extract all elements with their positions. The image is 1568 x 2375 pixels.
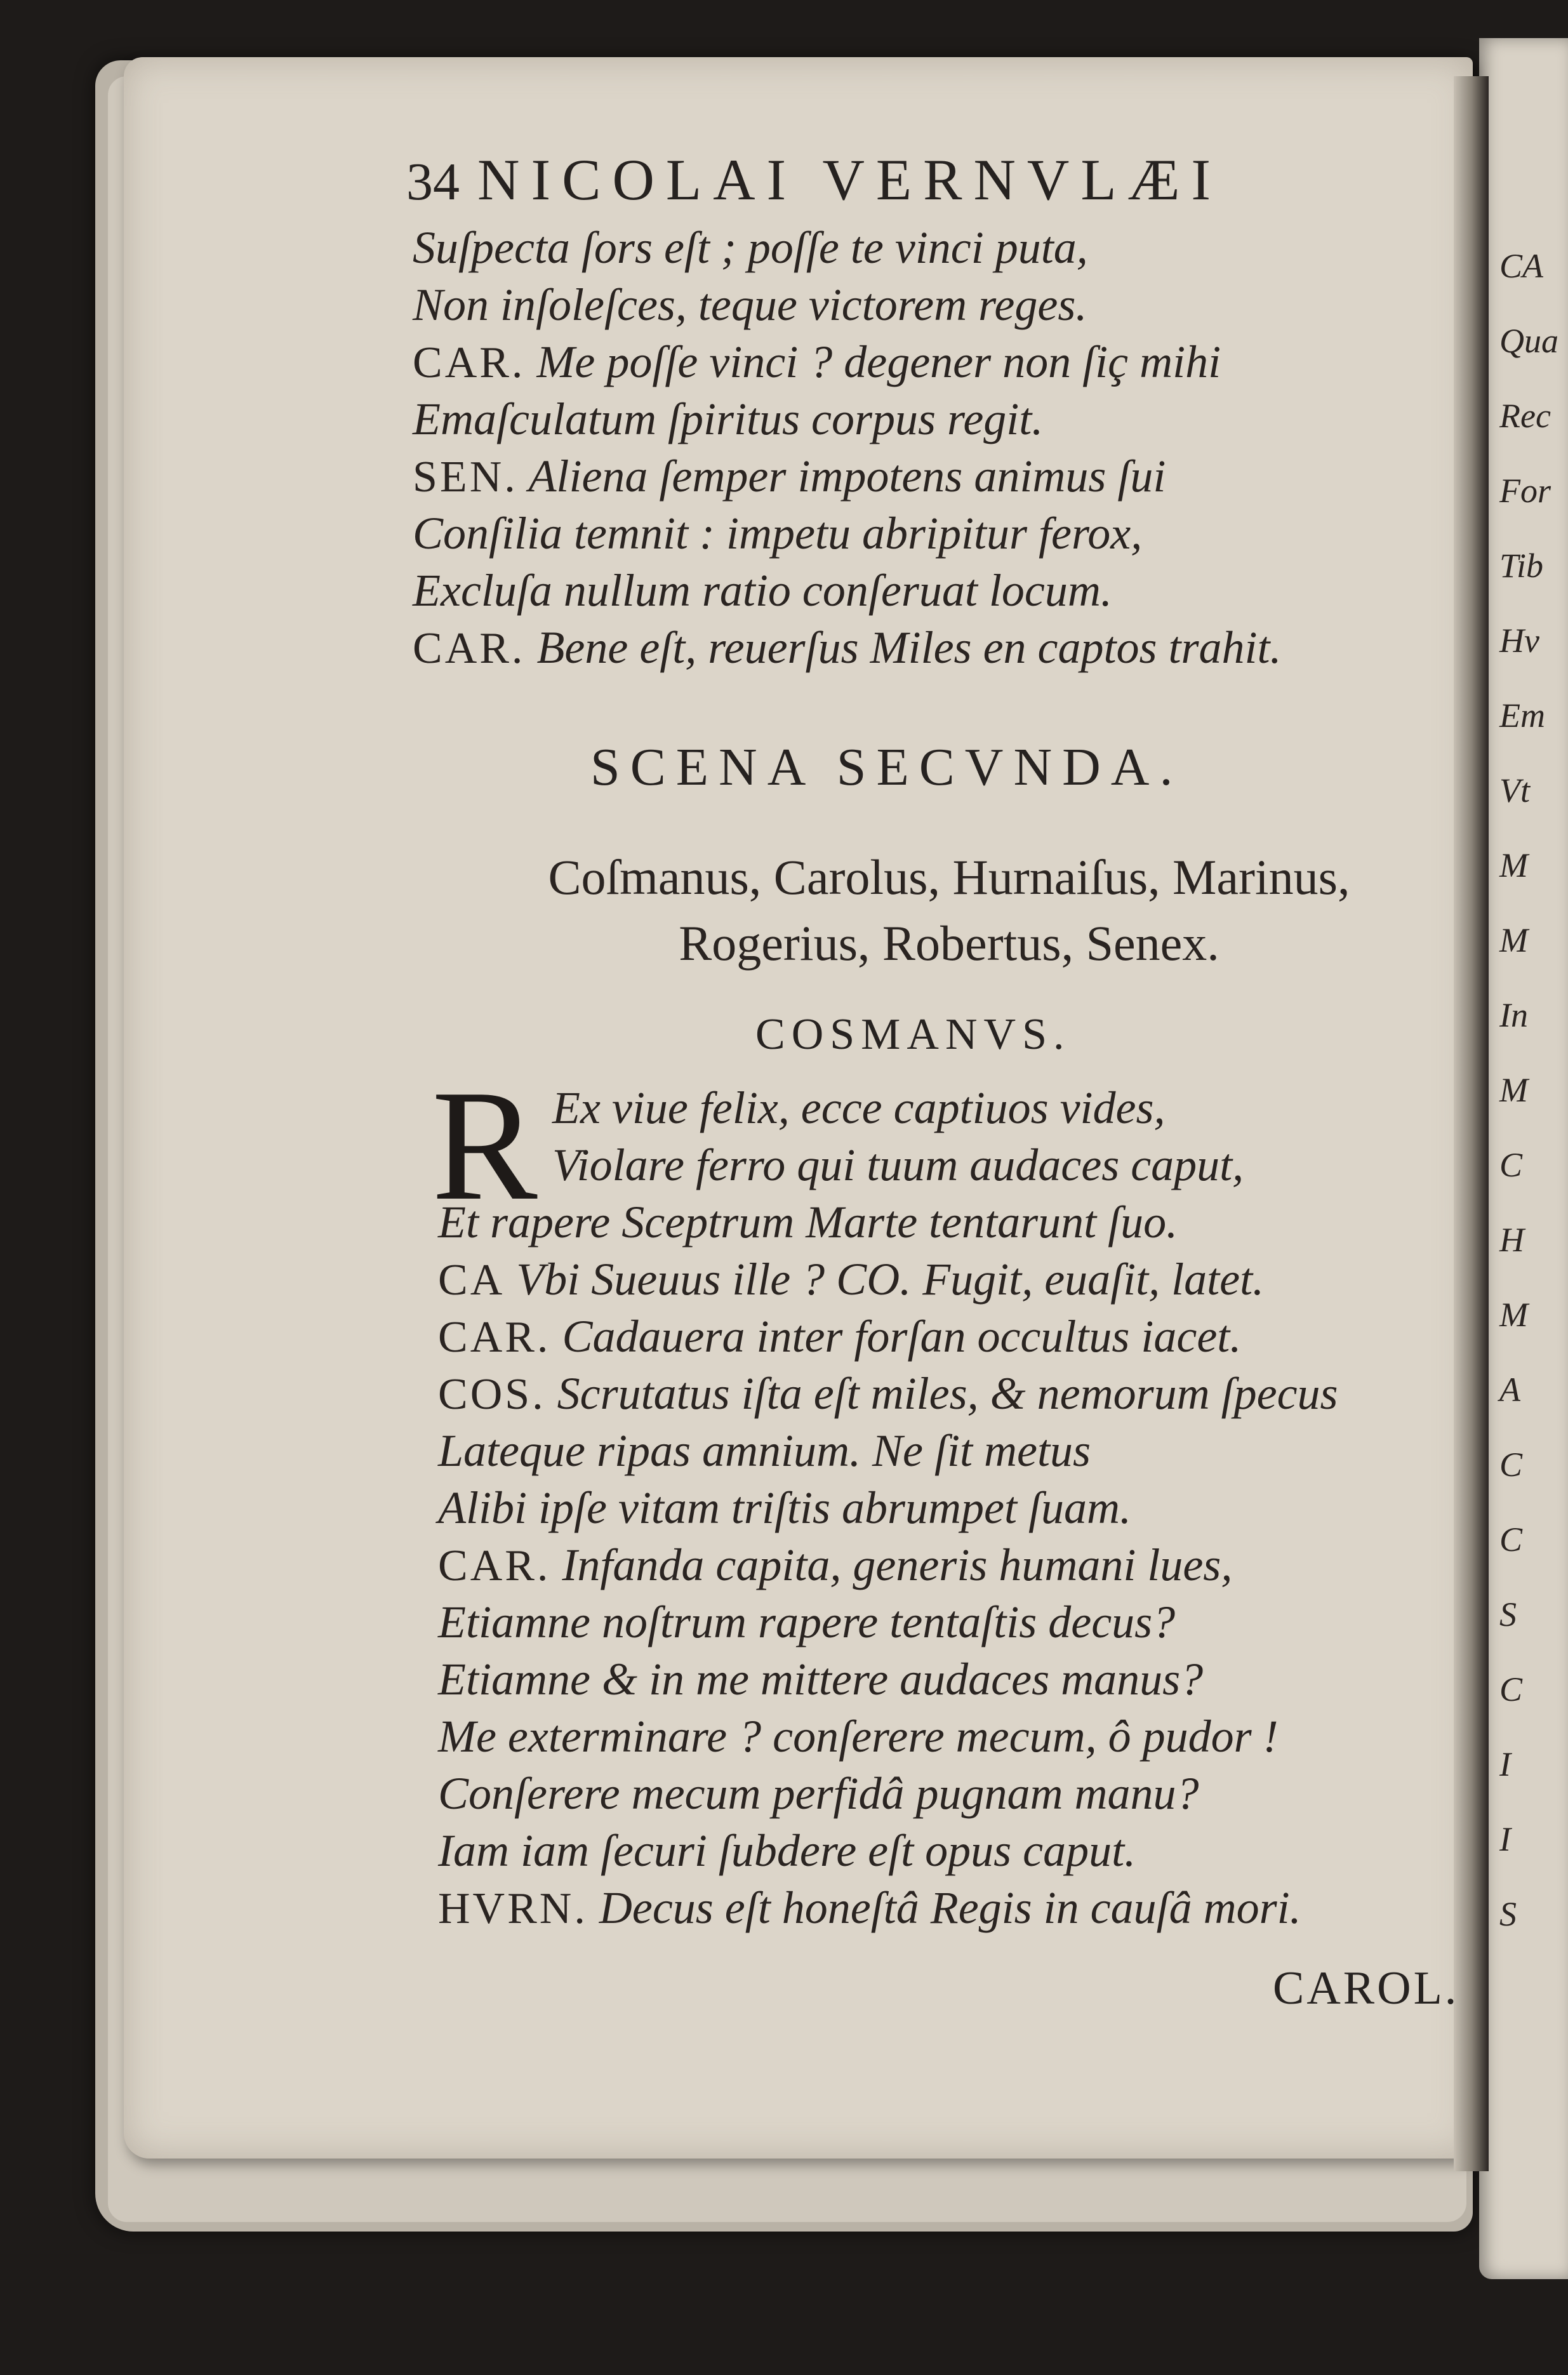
verse-text: Conſilia temnit : impetu abripitur ferox, (413, 508, 1143, 559)
facing-page-fragment: M (1499, 846, 1528, 884)
verse-text: Bene eſt, reuerſus Miles en captos trahit. (536, 622, 1282, 673)
verse-text: Suſpecta ſors eſt ; poſſe te vinci puta, (413, 222, 1088, 273)
verse-text: Etiamne noſtrum rapere tentaſtis decus? (438, 1597, 1176, 1647)
speaker-abbrev: CA (438, 1256, 505, 1305)
verse-text: Ex viue felix, ecce captiuos vides, (552, 1082, 1166, 1133)
personae-line: Rogerius, Robertus, Senex. (679, 915, 1219, 971)
verse-line (413, 333, 1428, 390)
speaker-abbrev: SEN. (413, 453, 518, 502)
verse-text: Scrutatus iſta eſt miles, & nemorum ſpecus (557, 1368, 1338, 1419)
verse-block-main (438, 1079, 1454, 1936)
running-title: NICOLAI VERNVLÆI (477, 147, 1223, 212)
verse-line (413, 390, 1428, 448)
speaker-abbrev: COS. (438, 1370, 546, 1419)
facing-page-fragment: CA (1499, 247, 1544, 285)
verse-block-top (413, 219, 1428, 676)
verse-text: Me exterminare ? conſerere mecum, ô pudor ! (438, 1711, 1279, 1762)
facing-page-fragment: C (1499, 1520, 1523, 1559)
drop-cap: R (432, 1058, 538, 1234)
facing-page-fragment: Rec (1499, 397, 1551, 435)
speaker-abbrev: CAR. (413, 624, 526, 673)
speaker-abbrev: HVRN. (438, 1884, 588, 1933)
facing-page-fragment: Tib (1499, 547, 1544, 585)
verse-line (438, 1251, 1454, 1308)
verse-line (438, 1479, 1454, 1536)
verse-line (438, 1765, 1454, 1822)
facing-page-fragment: M (1499, 1071, 1528, 1109)
facing-page-fragment: A (1499, 1371, 1520, 1409)
facing-page-fragment: I (1499, 1745, 1511, 1783)
verse-line (438, 1308, 1454, 1365)
verse-line (413, 219, 1428, 276)
verse-line (438, 1822, 1454, 1879)
scene-title: SCENA SECVNDA. (590, 738, 1183, 797)
verse-line (413, 448, 1428, 505)
verse-text: Lateque ripas amnium. Ne ſit metus (438, 1425, 1091, 1476)
catchword: CAROL. (1273, 1962, 1459, 2014)
facing-page-fragment: Qua (1499, 322, 1558, 360)
facing-page-fragment: M (1499, 921, 1528, 959)
verse-text: Vbi Sueuus ille ? CO. Fugit, euaſit, latet. (516, 1254, 1265, 1305)
verse-line (438, 1651, 1454, 1708)
verse-text: Violare ferro qui tuum audaces caput, (552, 1140, 1244, 1190)
running-header (406, 146, 1359, 213)
verse-text: Cadauera inter forſan occultus iacet. (562, 1311, 1242, 1362)
verse-line (413, 562, 1428, 619)
verse-line (438, 1536, 1454, 1593)
verse-line (438, 1194, 1454, 1251)
verse-text: Non inſoleſces, teque victorem reges. (413, 279, 1087, 330)
facing-page-fragment: C (1499, 1146, 1523, 1184)
facing-page-fragment: Em (1499, 696, 1545, 735)
verse-text: Aliena ſemper impotens animus ſui (528, 451, 1166, 502)
verse-line (413, 505, 1428, 562)
facing-page-fragment: C (1499, 1446, 1523, 1484)
verse-text: Iam iam ſecuri ſubdere eſt opus caput. (438, 1825, 1136, 1876)
facing-page-fragment: For (1499, 472, 1551, 510)
facing-page-fragment: I (1499, 1820, 1511, 1858)
verse-text: Excluſa nullum ratio conſeruat locum. (413, 565, 1112, 616)
verse-line (438, 1422, 1454, 1479)
facing-page-fragment: H (1499, 1221, 1524, 1259)
facing-page-text (1499, 229, 1558, 1952)
verse-text: Me poſſe vinci ? degener non ſiç mihi (536, 336, 1221, 387)
dramatis-personae (473, 844, 1425, 976)
verse-text: Emaſculatum ſpiritus corpus regit. (413, 394, 1044, 444)
facing-page-fragment: In (1499, 996, 1528, 1034)
verse-text: Alibi ipſe vitam triſtis abrumpet ſuam. (438, 1482, 1131, 1533)
page-number: 34 (406, 152, 460, 211)
facing-page-fragment: S (1499, 1595, 1517, 1633)
verse-text: Etiamne & in me mittere audaces manus? (438, 1654, 1204, 1705)
speaker-heading: COSMANVS. (755, 1010, 1071, 1059)
verse-line (438, 1593, 1454, 1651)
verse-line (413, 276, 1428, 333)
speaker-abbrev: CAR. (438, 1541, 551, 1590)
facing-page-fragment: Vt (1499, 771, 1530, 809)
verse-text: Decus eſt honeſtâ Regis in cauſâ mori. (599, 1882, 1301, 1933)
verse-line (413, 619, 1428, 676)
verse-text: Conſerere mecum perfidâ pugnam manu? (438, 1768, 1199, 1819)
verse-line (438, 1365, 1454, 1422)
verse-line (438, 1136, 1454, 1194)
verse-line (438, 1879, 1454, 1936)
book-gutter (1454, 76, 1489, 2171)
personae-line: Coſmanus, Carolus, Hurnaiſus, Marinus, (548, 849, 1350, 905)
verse-text: Infanda capita, generis humani lues, (562, 1540, 1233, 1590)
speaker-abbrev: CAR. (413, 338, 526, 387)
facing-page-fragment: Hv (1499, 622, 1539, 660)
facing-page-fragment: S (1499, 1895, 1517, 1933)
verse-line (438, 1708, 1454, 1765)
verse-line (438, 1079, 1454, 1136)
facing-page-fragment: M (1499, 1296, 1528, 1334)
verse-text: Et rapere Sceptrum Marte tentarunt ſuo. (438, 1197, 1178, 1247)
facing-page-fragment: C (1499, 1670, 1523, 1708)
speaker-abbrev: CAR. (438, 1313, 551, 1362)
